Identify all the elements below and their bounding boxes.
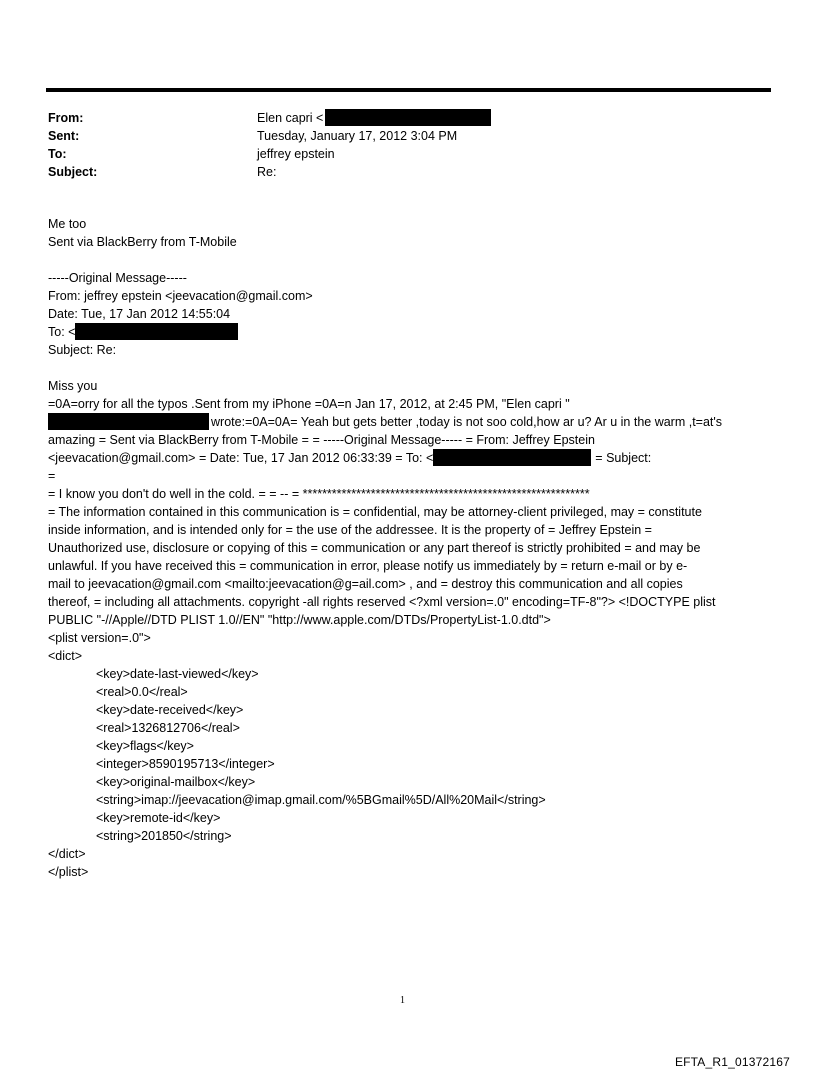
plist-entry: <real>0.0</real>: [96, 685, 188, 699]
sent-label: Sent:: [48, 129, 80, 143]
message-line: wrote:=0A=0A= Yeah but gets better ,today is not soo cold,how ar u? Ar u in the warm ,t=at's: [211, 415, 723, 429]
disclaimer-line: inside information, and is intended only for = the use of the addressee. It is the property of = Jeffrey Epstein =: [48, 523, 652, 537]
plist-close: </plist>: [48, 865, 89, 879]
subject-label: Subject:: [48, 165, 98, 179]
email-body: [48, 215, 773, 881]
to-label: To:: [48, 147, 67, 161]
message-line: = I know you don't do well in the cold. = = -- = ***********************************************************: [48, 487, 590, 501]
dict-open: <dict>: [48, 649, 83, 663]
from-value: Elen capri <: [257, 111, 324, 125]
redaction-box: [75, 323, 238, 340]
original-date: Date: Tue, 17 Jan 2012 14:55:04: [48, 307, 231, 321]
plist-entry: <integer>8590195713</integer>: [96, 757, 275, 771]
bates-number: EFTA_R1_01372167: [674, 1055, 790, 1069]
plist-open: <plist version=.0">: [48, 631, 151, 645]
disclaimer-line: = The information contained in this communication is = confidential, may be attorney-client privileged, may = constitute: [48, 505, 702, 519]
redaction-box: [433, 449, 591, 466]
message-line: amazing = Sent via BlackBerry from T-Mobile = = -----Original Message----- = From: Jeffrey Epstein: [48, 433, 595, 447]
plist-entry: <key>flags</key>: [96, 739, 194, 753]
to-value: jeffrey epstein: [257, 147, 335, 161]
plist-entry: <string>201850</string>: [96, 829, 232, 843]
subject-value: Re:: [257, 165, 277, 179]
message-line: Miss you: [48, 379, 98, 393]
plist-entry: <key>original-mailbox</key>: [96, 775, 256, 789]
plist-entry: <key>date-received</key>: [96, 703, 244, 717]
doctype-line: PUBLIC "-//Apple//DTD PLIST 1.0//EN" "http://www.apple.com/DTDs/PropertyList-1.0.dtd">: [48, 613, 551, 627]
plist-entry: <real>1326812706</real>: [96, 721, 240, 735]
message-line: = Subject:: [595, 451, 652, 465]
disclaimer-line: mail to jeevacation@gmail.com <mailto:jeevacation@g=ail.com> , and = destroy this communication and all copies: [48, 577, 683, 591]
page-number: 1: [400, 995, 405, 1006]
original-from: From: jeffrey epstein <jeevacation@gmail.com>: [48, 289, 313, 303]
dict-close: </dict>: [48, 847, 86, 861]
reply-line: Me too: [48, 217, 87, 231]
plist-entry: <key>date-last-viewed</key>: [96, 667, 259, 681]
sent-value: Tuesday, January 17, 2012 3:04 PM: [257, 129, 458, 143]
redaction-box: [325, 109, 491, 126]
original-message-marker: -----Original Message-----: [48, 271, 187, 285]
from-label: From:: [48, 111, 84, 125]
disclaimer-line: unlawful. If you have received this = communication in error, please notify us immediately by = return e-mail or by e-: [48, 559, 688, 573]
plist-entry: <key>remote-id</key>: [96, 811, 221, 825]
original-to: To: <: [48, 325, 76, 339]
header-rule: [46, 88, 771, 92]
disclaimer-line: thereof, = including all attachments. copyright -all rights reserved <?xml version=.0" encoding=TF-8"?> <!DOCTYPE plist: [48, 595, 716, 609]
message-line: <jeevacation@gmail.com> = Date: Tue, 17 Jan 2012 06:33:39 = To: <: [48, 451, 434, 465]
original-subject: Subject: Re:: [48, 343, 117, 357]
disclaimer-line: Unauthorized use, disclosure or copying of this = communication or any part thereof is strictly prohibited = and may be: [48, 541, 701, 555]
message-line: =: [48, 469, 56, 483]
reply-signature: Sent via BlackBerry from T-Mobile: [48, 235, 237, 249]
plist-entry: <string>imap://jeevacation@imap.gmail.com/%5BGmail%5D/All%20Mail</string>: [96, 793, 546, 807]
redaction-box: [48, 413, 209, 430]
message-line: =0A=orry for all the typos .Sent from my iPhone =0A=n Jan 17, 2012, at 2:45 PM, "Elen capri ": [48, 397, 570, 411]
